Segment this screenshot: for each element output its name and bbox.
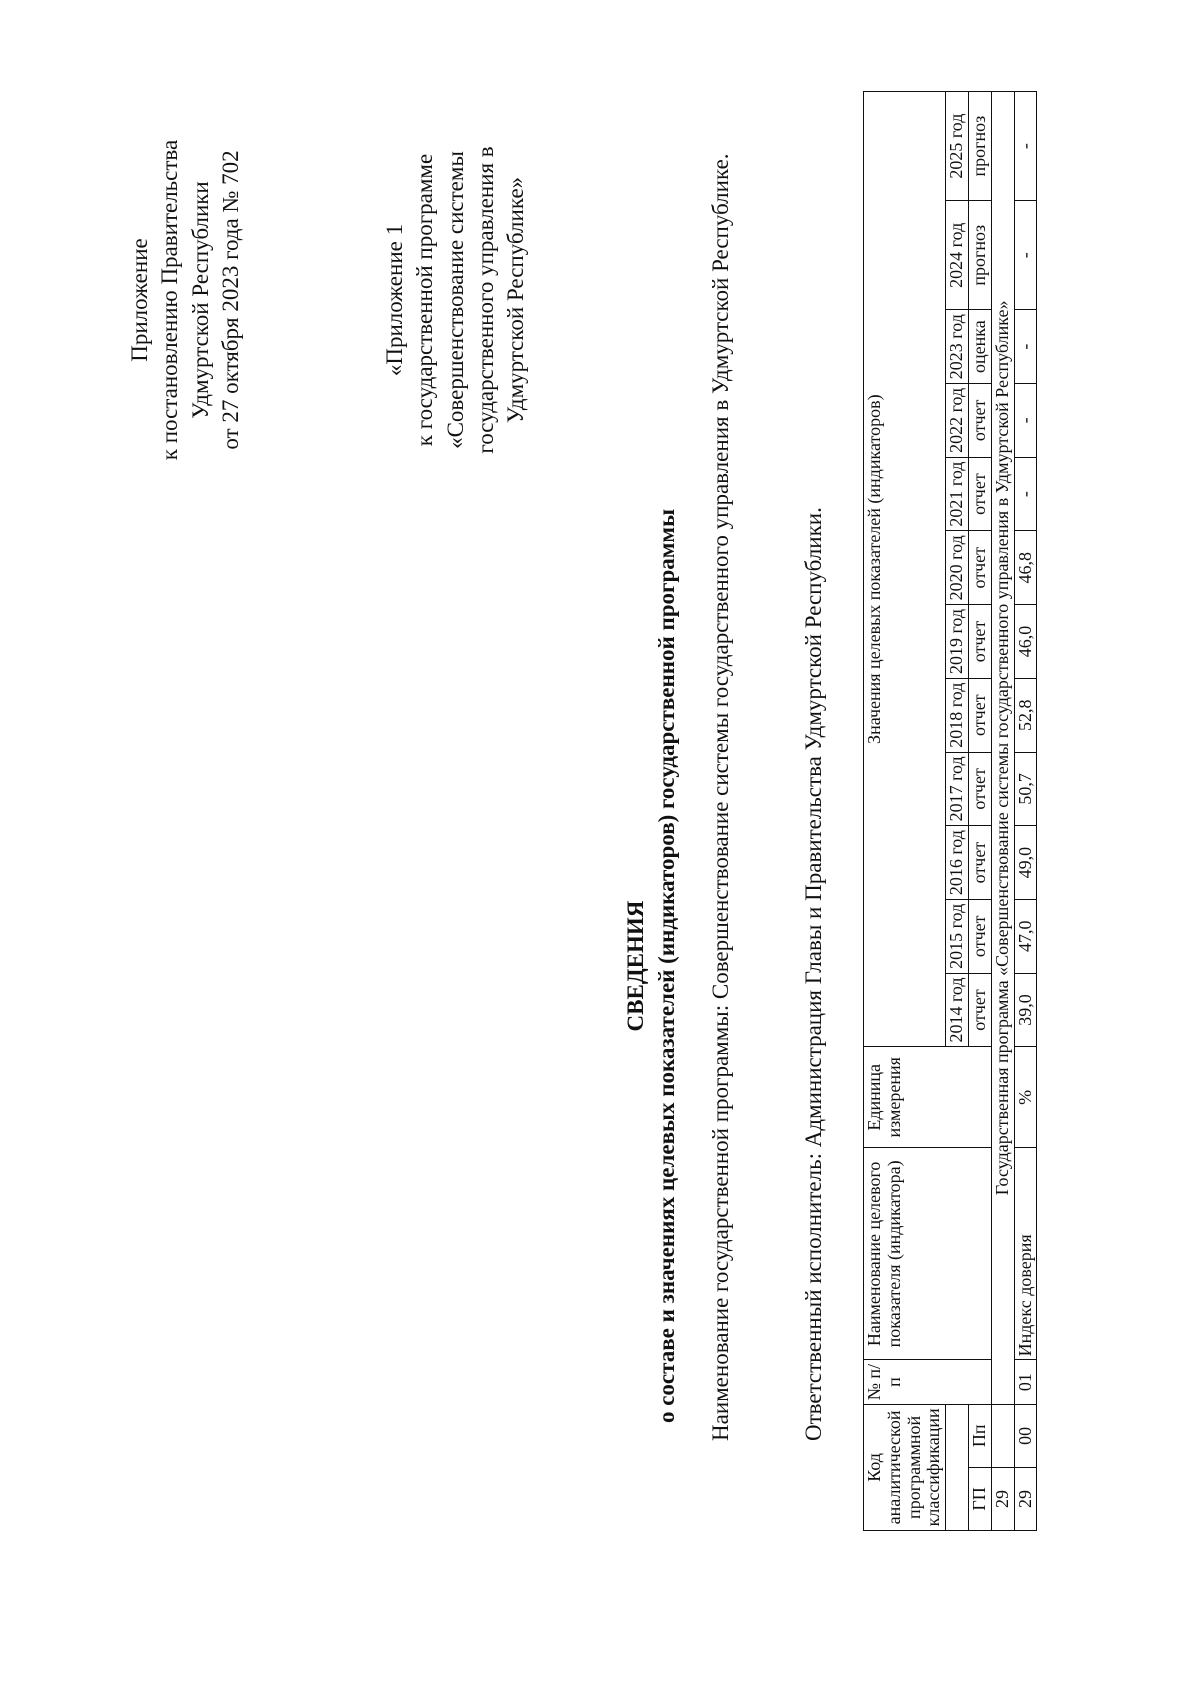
status-cell: отчет	[968, 899, 991, 973]
header-values: Значения целевых показателей (индикаторов)	[864, 92, 946, 1047]
responsible-executor-paragraph: Ответственный исполнитель: Администрация Главы и Правительства Удмуртской Республики.	[801, 507, 826, 1441]
document-title	[620, 476, 682, 1456]
value-cell: 46,8	[1014, 531, 1037, 605]
appendix1-line: «Приложение 1	[382, 223, 407, 377]
header-code: Код аналитической программной классификации	[864, 1404, 946, 1530]
indicators-table	[863, 91, 1037, 1531]
status-cell: отчет	[968, 384, 991, 458]
value-cell: 52,8	[1014, 678, 1037, 752]
year-cell: 2014 год	[946, 973, 969, 1047]
table-row	[1014, 92, 1037, 1531]
year-cell: 2021 год	[946, 457, 969, 531]
status-cell: отчет	[968, 826, 991, 900]
year-cell: 2016 год	[946, 826, 969, 900]
program-gp: 29	[991, 1467, 1014, 1530]
status-cell: отчет	[968, 678, 991, 752]
row-pp: 00	[1014, 1404, 1037, 1467]
value-cell: 39,0	[1014, 973, 1037, 1047]
status-cell: оценка	[968, 310, 991, 384]
appendix1-line: «Совершенствование системы	[442, 151, 468, 449]
appendix1-header	[380, 90, 532, 510]
status-cell: отчет	[968, 531, 991, 605]
status-cell: отчет	[968, 752, 991, 826]
value-cell: -	[1014, 384, 1037, 458]
program-pp	[991, 1404, 1014, 1467]
year-cell: 2022 год	[946, 384, 969, 458]
row-gp: 29	[1014, 1467, 1037, 1530]
value-cell: -	[1014, 310, 1037, 384]
header-unit: Единица измерения	[864, 1047, 992, 1148]
year-cell: 2017 год	[946, 752, 969, 826]
header-num: № п/п	[864, 1360, 992, 1404]
value-cell: 49,0	[1014, 826, 1037, 900]
header-code-spacer	[946, 1404, 969, 1530]
year-cell: 2015 год	[946, 899, 969, 973]
status-cell: прогноз	[968, 92, 991, 201]
program-name-paragraph: Наименование государственной программы: Совершенствование системы государственного управления в Удмуртской Республике.	[708, 153, 733, 1441]
header-gp: ГП	[968, 1467, 991, 1530]
value-cell: 50,7	[1014, 752, 1037, 826]
value-cell: -	[1014, 92, 1037, 201]
appendix-line: Приложение	[127, 238, 152, 362]
year-cell: 2018 год	[946, 678, 969, 752]
header-name: Наименование целевого показателя (индикатора)	[864, 1148, 992, 1360]
value-cell: -	[1014, 457, 1037, 531]
status-cell: отчет	[968, 605, 991, 679]
value-cell: 47,0	[1014, 899, 1037, 973]
title-sub: о составе и значениях целевых показателей (индикаторов) государственной программы	[654, 508, 680, 1424]
appendix1-line: государственного управления в	[473, 146, 499, 454]
header-pp: Пп	[968, 1404, 991, 1467]
row-indicator-name: Индекс доверия	[1014, 1148, 1037, 1360]
appendix1-line: Удмуртской Республике»	[503, 176, 529, 424]
appendix-line: Удмуртской Республики	[187, 181, 213, 419]
value-cell: 46,0	[1014, 605, 1037, 679]
program-title: Государственная программа «Совершенствование системы государственного управления в Удмуртской Республике»	[991, 92, 1014, 1405]
row-unit: %	[1014, 1047, 1037, 1148]
appendix-line: к постановлению Правительства	[157, 139, 183, 461]
year-cell: 2020 год	[946, 531, 969, 605]
appendix-line: от 27 октября 2023 года № 702	[218, 150, 244, 450]
status-cell: прогноз	[968, 201, 991, 310]
program-row	[991, 92, 1014, 1531]
year-cell: 2019 год	[946, 605, 969, 679]
appendix-header	[125, 90, 246, 510]
appendix1-line: к государственной программе	[412, 153, 438, 447]
header-row-1	[864, 92, 946, 1531]
year-cell: 2025 год	[946, 92, 969, 201]
title-main: СВЕДЕНИЯ	[623, 900, 648, 1032]
year-cell: 2024 год	[946, 201, 969, 310]
year-cell: 2023 год	[946, 310, 969, 384]
row-num: 01	[1014, 1360, 1037, 1404]
status-cell: отчет	[968, 973, 991, 1047]
value-cell: -	[1014, 201, 1037, 310]
status-cell: отчет	[968, 457, 991, 531]
